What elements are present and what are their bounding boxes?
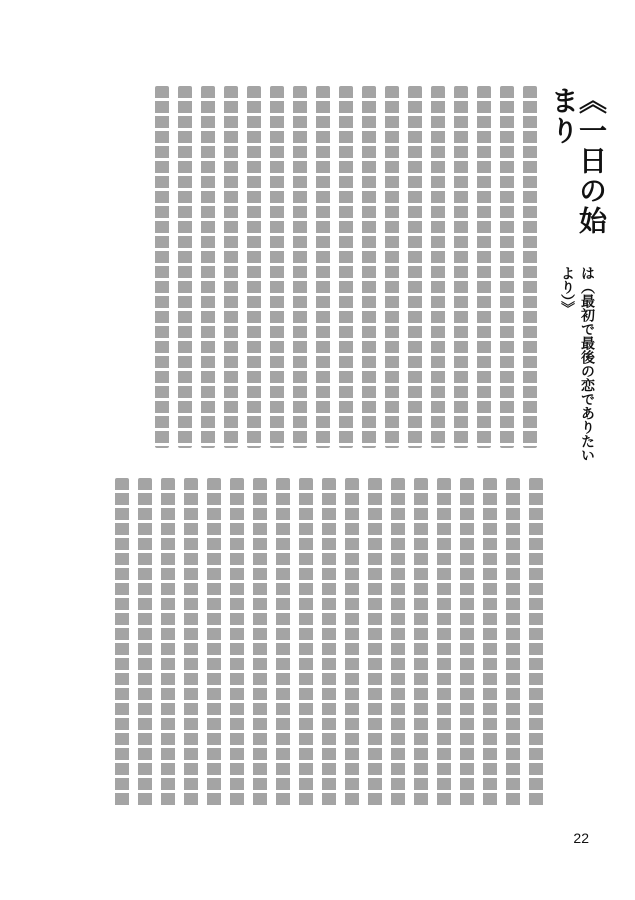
chapter-heading bbox=[547, 86, 608, 466]
text-column bbox=[299, 478, 313, 808]
text-column bbox=[460, 478, 474, 808]
text-column bbox=[339, 86, 353, 448]
text-column bbox=[138, 478, 152, 808]
text-column bbox=[483, 478, 497, 808]
text-column bbox=[500, 86, 514, 448]
text-column bbox=[293, 86, 307, 448]
text-column bbox=[316, 86, 330, 448]
text-column bbox=[184, 478, 198, 808]
text-column bbox=[523, 86, 537, 448]
page-number: 22 bbox=[573, 830, 589, 846]
text-column bbox=[391, 478, 405, 808]
text-column bbox=[506, 478, 520, 808]
text-column bbox=[437, 478, 451, 808]
text-column bbox=[247, 86, 261, 448]
body-text-lower bbox=[115, 478, 543, 808]
text-column bbox=[230, 478, 244, 808]
text-column bbox=[529, 478, 543, 808]
chapter-title: 《一日の始まり bbox=[547, 86, 608, 236]
text-column bbox=[115, 478, 129, 808]
text-column bbox=[178, 86, 192, 448]
text-column bbox=[431, 86, 445, 448]
text-column bbox=[368, 478, 382, 808]
text-column bbox=[155, 86, 169, 448]
body-text-upper bbox=[155, 86, 537, 448]
text-column bbox=[276, 478, 290, 808]
text-column bbox=[270, 86, 284, 448]
text-column bbox=[477, 86, 491, 448]
text-column bbox=[408, 86, 422, 448]
text-column bbox=[385, 86, 399, 448]
text-column bbox=[207, 478, 221, 808]
text-column bbox=[345, 478, 359, 808]
chapter-subtitle: は（最初で最後の恋でありたいより）》 bbox=[559, 265, 595, 462]
text-column bbox=[161, 478, 175, 808]
text-column bbox=[322, 478, 336, 808]
text-column bbox=[362, 86, 376, 448]
text-column bbox=[224, 86, 238, 448]
text-column bbox=[454, 86, 468, 448]
text-column bbox=[253, 478, 267, 808]
text-column bbox=[414, 478, 428, 808]
text-column bbox=[201, 86, 215, 448]
